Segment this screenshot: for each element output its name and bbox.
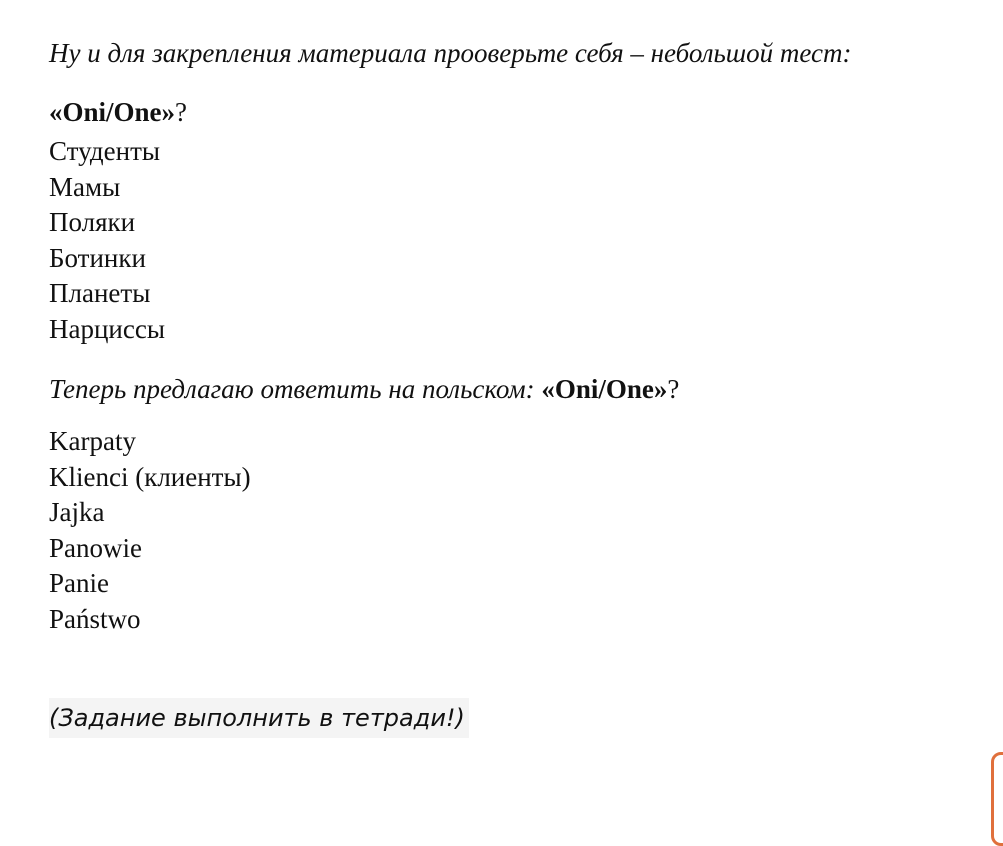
list-item: Поляки (49, 207, 136, 237)
question-close-quote: » (161, 97, 176, 127)
list-item: Ботинки (49, 242, 146, 273)
list-item: Państwo (49, 603, 141, 634)
list-item: Нарциссы (49, 313, 165, 344)
polish-word-list (49, 424, 251, 637)
question-oni-one (49, 97, 187, 128)
task-note: (Задание выполнить в тетради!) (49, 698, 469, 738)
question-polish-instruction: Теперь предлагаю ответить на польском: (49, 374, 535, 404)
question-keyword: Oni/One (62, 97, 162, 127)
list-item: Студенты (49, 136, 161, 166)
question-open-quote: « (49, 97, 63, 127)
russian-word-list (49, 134, 165, 347)
question-polish (49, 374, 679, 405)
corner-tab[interactable] (991, 752, 1003, 846)
question-polish-mark: ? (667, 374, 680, 404)
list-item: Jajka (49, 497, 105, 527)
question-mark: ? (175, 97, 188, 127)
intro-text: Ну и для закрепления материала прооверьте себя – небольшой тест: (49, 38, 852, 68)
list-item: Panowie (49, 532, 142, 563)
list-item: Karpaty (49, 426, 136, 456)
list-item: Klienci (клиенты) (49, 461, 251, 492)
list-item: Планеты (49, 278, 151, 308)
list-item: Panie (49, 568, 109, 598)
list-item: Мамы (49, 171, 121, 202)
question-polish-keyword: «Oni/One» (541, 374, 668, 404)
